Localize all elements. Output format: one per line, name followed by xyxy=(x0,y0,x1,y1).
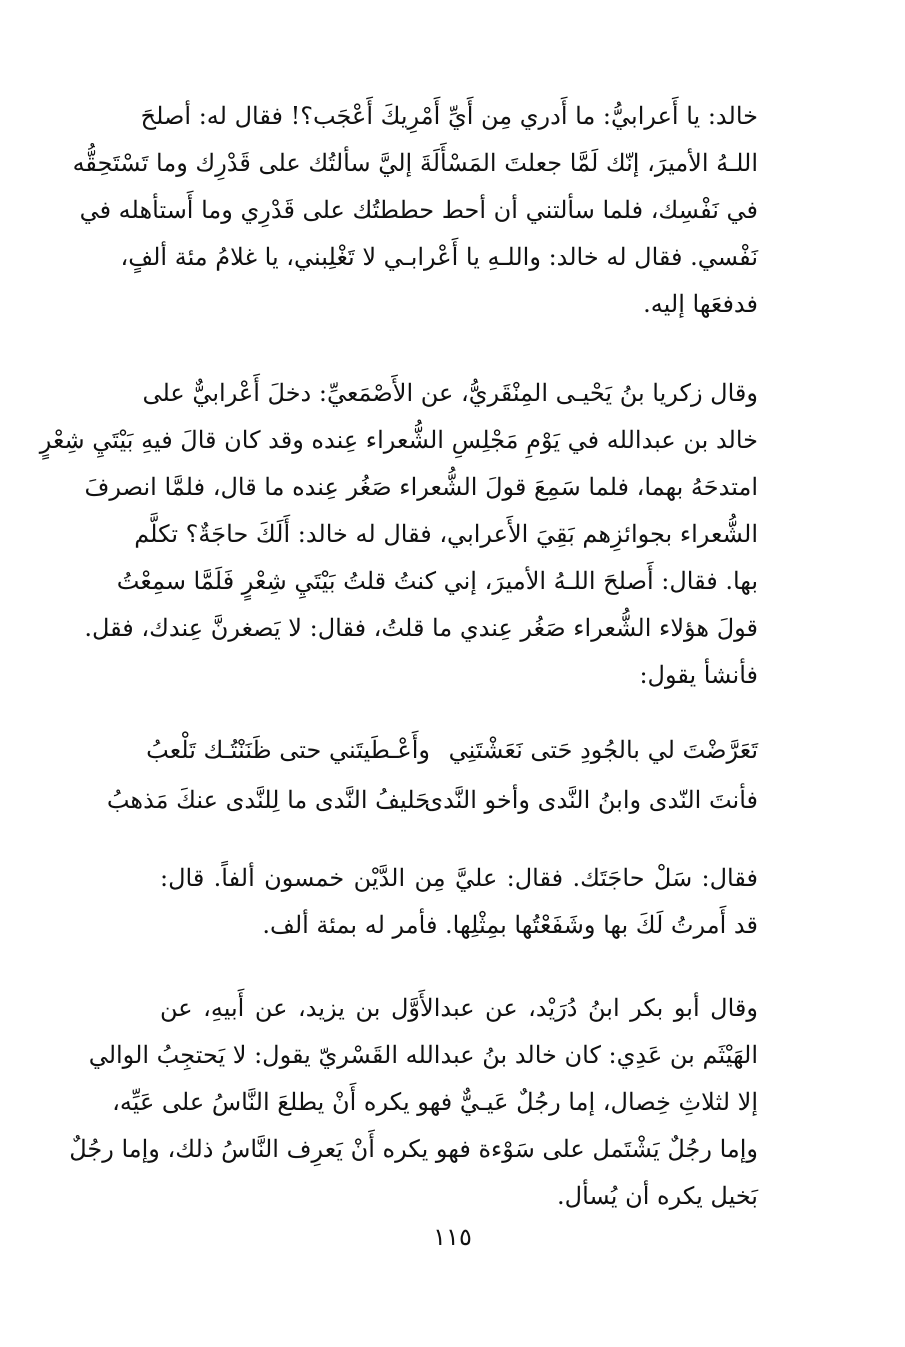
verse-second-hemistich: حَليفُ النَّدى ما لِلنَّدى عنكَ مَذهبُ xyxy=(106,786,430,814)
text-line: قد أَمرتُ لَكَ بها وشَفَعْتُها بمِثْلِها. فأمر له بمئة ألف. xyxy=(262,911,758,939)
poem-verse xyxy=(146,736,758,764)
page-number: ١١٥ xyxy=(433,1223,472,1251)
text-line: خالد: يا أَعرابيُّ: ما أَدري مِن أَيِّ أَمْرِيكَ أَعْجَب؟! فقال له: أصلحَ xyxy=(140,102,758,130)
text-line: اللـهُ الأميرَ، إنّك لَمَّا جعلتَ المَسْأَلَةَ إليَّ سألتُك على قَدْرِك وما تَسْتَحِقُّه xyxy=(72,149,758,177)
verse-second-hemistich: وأَعْـطَيتَني حتى ظَنَنْتُـك تَلْعبُ xyxy=(146,736,430,764)
text-line: وإما رجُلٌ يَشْتَمل على سَوْءة فهو يكره أَنْ يَعرِف النَّاسُ ذلك، وإما رجُلٌ xyxy=(69,1135,758,1163)
verse-first-hemistich: فأنتَ النّدى وابنُ النَّدى وأخو النَّدى xyxy=(424,786,758,814)
text-line: وقال أبو بكر ابنُ دُرَيْد، عن عبدالأَوَّل بن يزيد، عن أَبيهِ، عن xyxy=(160,994,758,1022)
text-line: إلا لثلاثِ خِصال، إما رجُلٌ عَيـيٌّ فهو يكره أَنْ يطلعَ النَّاسُ على عَيِّه، xyxy=(112,1088,758,1116)
paragraph-2 xyxy=(39,379,758,710)
paragraph-4 xyxy=(69,994,758,1231)
text-line: الشُّعراء بجوائزِهم بَقِيَ الأَعرابي، فقال له خالد: أَلَكَ حاجَةٌ؟ تكلَّم xyxy=(134,520,758,548)
text-line: خالد بن عبدالله في يَوْمِ مَجْلِسِ الشُّعراء عِنده وقد كان قالَ فيهِ بَيْتَيِ شِعْرٍ xyxy=(39,426,758,454)
verse-first-hemistich: تَعَرَّضْتَ لي بالجُودِ حَتى نَعَشْتَنِي xyxy=(448,736,758,764)
text-line: امتدحَهُ بهما، فلما سَمِعَ قولَ الشُّعراء صَغُر عِنده ما قال، فلمَّا انصرفَ xyxy=(84,473,758,501)
text-line: بَخيل يكره أن يُسأل. xyxy=(557,1182,758,1210)
text-line: فقال: سَلْ حاجَتَك. فقال: عليَّ مِن الدَّيْن خمسون ألفاً. قال: xyxy=(160,864,758,892)
text-line: فدفعَها إليه. xyxy=(643,290,758,318)
text-line: في نَفْسِك، فلما سألتني أن أحط حططتُك على قَدْرِي وما أَستأهله في xyxy=(79,196,758,224)
text-line: وقال زكريا بنُ يَحْيـى المِنْقَريُّ، عن الأَصْمَعيِّ: دخلَ أَعْرابيٌّ على xyxy=(142,379,758,407)
text-line: الهَيْثَم بن عَدِي: كان خالد بنُ عبدالله القَسْريّ يقول: لا يَحتجِبُ الوالي xyxy=(88,1041,758,1069)
text-line: قولَ هؤلاء الشُّعراء صَغُر عِندي ما قلتُ، فقال: لا يَصغرنَّ عِندك، فقل. xyxy=(84,614,758,642)
poem-verse xyxy=(106,786,758,814)
paragraph-1 xyxy=(72,102,758,339)
text-line: بها. فقال: أَصلحَ اللـهُ الأميرَ، إني كنتُ قلتُ بَيْتَيِ شِعْرٍ فَلَمَّا سمِعْتُ xyxy=(116,567,758,595)
text-line: نَفْسي. فقال له خالد: واللـهِ يا أَعْرابـي لا تَغْلِبني، يا غلامُ مئة ألفٍ، xyxy=(120,243,758,271)
text-line: فأنشأ يقول: xyxy=(639,661,758,689)
paragraph-3 xyxy=(160,866,758,960)
